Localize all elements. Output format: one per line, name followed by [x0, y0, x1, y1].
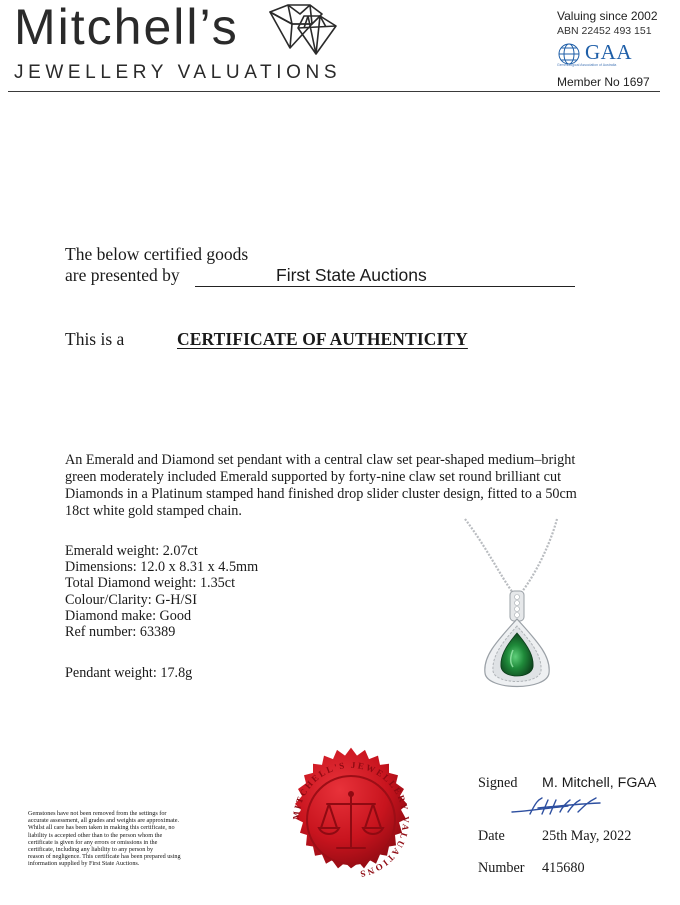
disclaimer-line: accurate assessment, all grades and weights are approximate. [28, 817, 180, 825]
brand-subtitle: JEWELLERY VALUATIONS [14, 62, 342, 83]
certificate-title: CERTIFICATE OF AUTHENTICITY [177, 329, 468, 349]
description-line: 18ct white gold stamped chain. [65, 503, 242, 519]
intro-line-1: The below certified goods [65, 244, 249, 264]
disclaimer-line: reason of negligence. This certificate has been prepared using [28, 853, 181, 861]
certificate-prefix: This is a [65, 329, 125, 349]
spec-ref-number: Ref number: 63389 [65, 624, 176, 641]
intro-line-2: are presented by [65, 265, 180, 285]
spec-colour-clarity: Colour/Clarity: G-H/SI [65, 591, 198, 608]
brand-name: Mitchell’s [14, 0, 239, 55]
member-number: Member No 1697 [557, 75, 650, 89]
date-label: Date [478, 828, 505, 844]
signed-name: M. Mitchell, FGAA [542, 775, 657, 791]
signed-label: Signed [478, 775, 518, 791]
date-value: 25th May, 2022 [542, 828, 632, 844]
disclaimer-line: liability is accepted other than to the person whom the [28, 831, 163, 839]
seal-text: MITCHELL'S JEWELLERY VALUATIONS [290, 759, 412, 880]
pendant-weight: Pendant weight: 17.8g [65, 665, 193, 681]
disclaimer-line: information supplied by First State Auctions. [28, 860, 140, 868]
description-line: Diamonds in a Platinum stamped hand finished drop slider cluster design, fitted to a 50cm [65, 486, 577, 502]
presenter-name: First State Auctions [276, 265, 427, 285]
presenter-underline [195, 286, 575, 287]
diamond-logo-icon [264, 4, 338, 58]
valuing-since: Valuing since 2002 [557, 9, 658, 23]
disclaimer-line: Gemstones have not been removed from the settings for [28, 810, 167, 817]
description-line: green moderately included Emerald supported by forty-nine claw set round brilliant cut [65, 469, 562, 485]
handwritten-signature [508, 794, 608, 820]
disclaimer-line: certificate, including any liability to any person by [28, 846, 154, 854]
description-line: An Emerald and Diamond set pendant with a central claw set pear-shaped medium–bright [65, 452, 576, 468]
disclaimer-line: Whilst all care has been taken in making this certificate, no [28, 824, 175, 832]
item-description [65, 452, 665, 520]
number-value: 415680 [542, 860, 585, 876]
disclaimer-line: certificate is given for any errors or omissions in the [28, 838, 158, 846]
gaa-association-text: Gemmological Association of Australia [557, 63, 617, 67]
spec-diamond-make: Diamond make: Good [65, 607, 192, 624]
header-divider [8, 91, 660, 92]
abn-number: ABN 22452 493 151 [557, 25, 652, 37]
disclaimer [28, 810, 268, 868]
number-label: Number [478, 860, 525, 876]
red-wax-seal [277, 746, 425, 894]
gaa-logo-text: GAA [585, 40, 632, 64]
specs-list [65, 543, 258, 640]
spec-emerald-weight: Emerald weight: 2.07ct [65, 543, 198, 559]
pendant-photo [455, 515, 575, 700]
spec-dimensions: Dimensions: 12.0 x 8.31 x 4.5mm [65, 559, 259, 576]
spec-diamond-weight: Total Diamond weight: 1.35ct [65, 575, 236, 592]
